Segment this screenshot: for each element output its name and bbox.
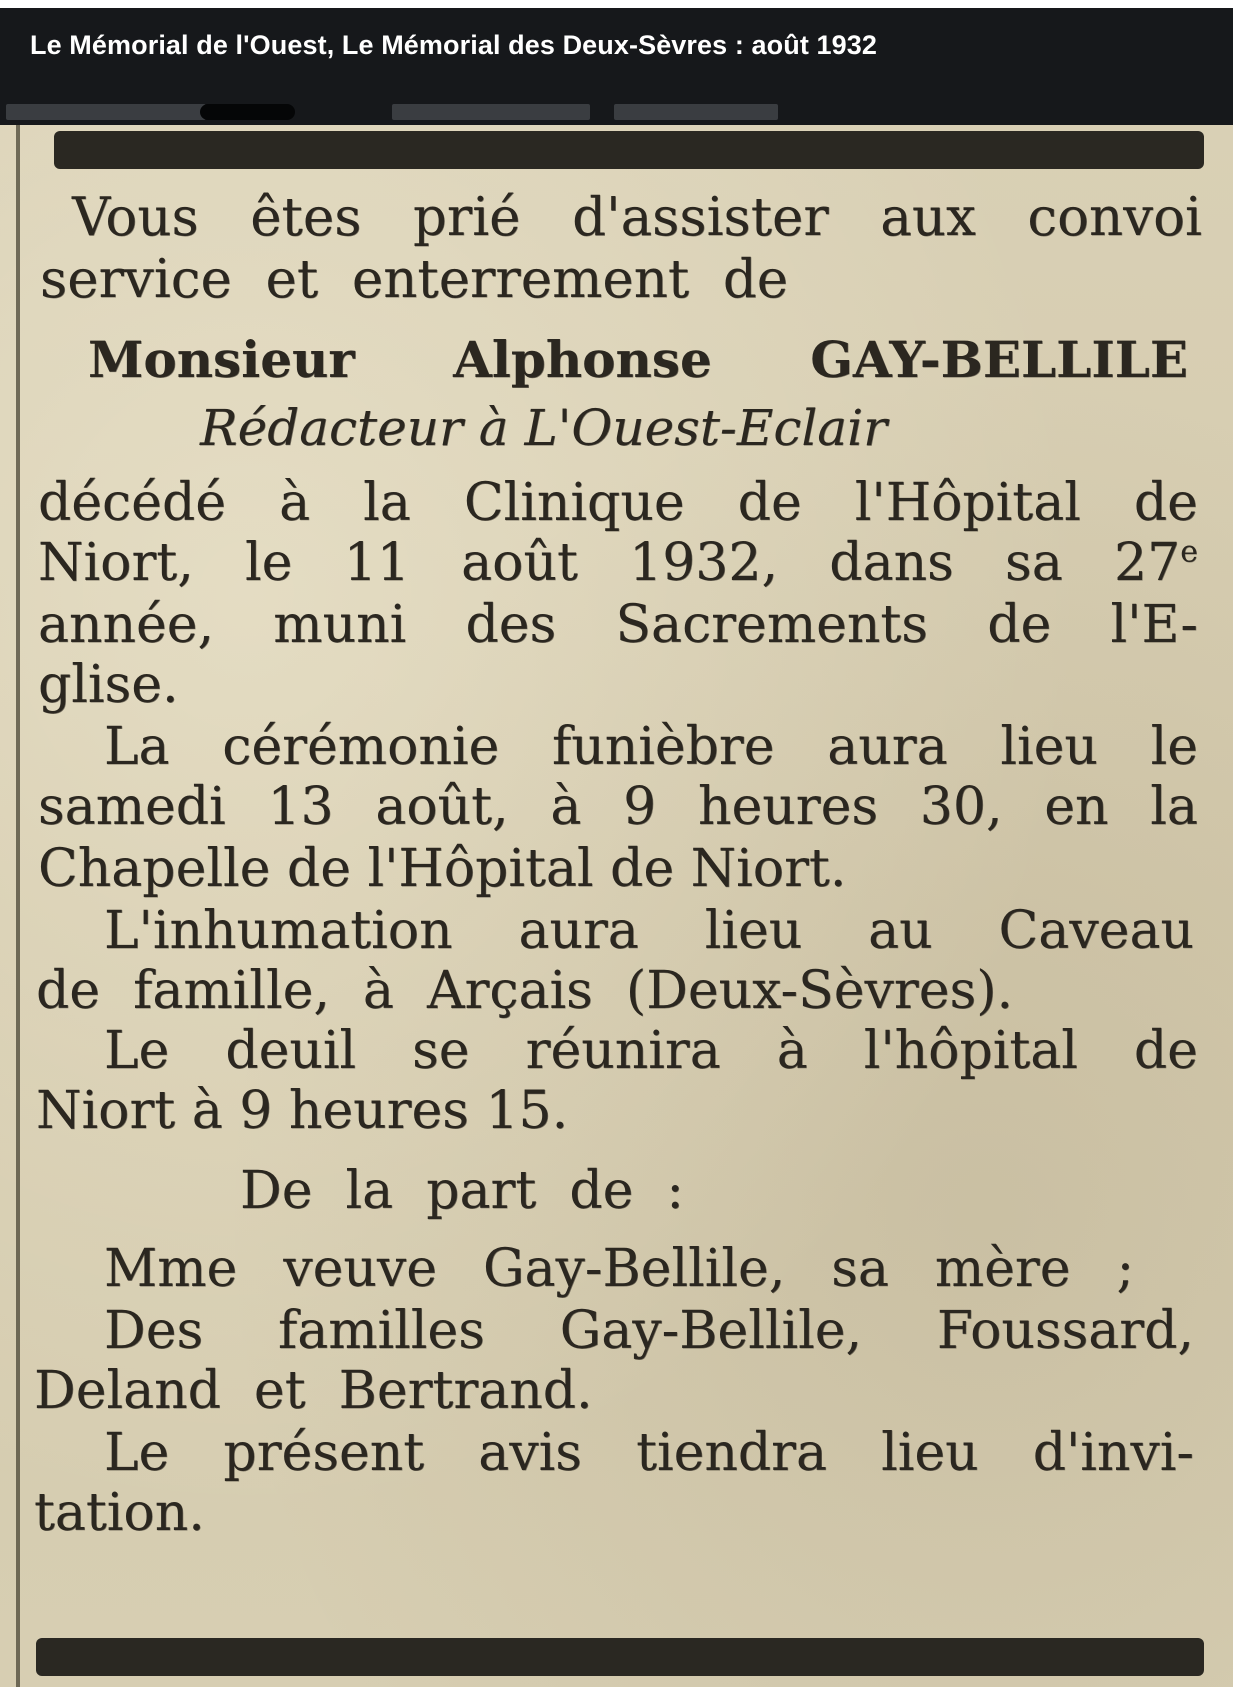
word: d'invi- [1032,1423,1194,1483]
word: l'E- [1110,595,1198,655]
from-heading: De la part de : [240,1161,684,1221]
word: sa [1005,533,1063,593]
redacted-text-block [392,104,590,120]
notice-line [38,473,1198,533]
word: Foussard, [936,1301,1194,1361]
word: Le [104,1021,170,1081]
deceased-name [88,330,1188,389]
word: La [104,717,170,777]
word: lieu [881,1423,979,1483]
notice-line [104,1301,1194,1361]
word: samedi [38,777,226,837]
notice-line [104,1021,1198,1081]
word: Mme [104,1239,238,1299]
word: avis [478,1423,582,1483]
word: aura [518,901,639,961]
word: en [1044,777,1109,837]
word: lieu [704,901,803,961]
word: août [461,533,578,593]
notice-line [104,1239,1134,1299]
word: muni [273,595,407,655]
redacted-text-block [6,104,206,120]
word: le [1150,717,1198,777]
word: de [987,595,1052,655]
notice-line: service et enterrement de [40,249,789,310]
word: de [1133,473,1198,533]
word: Gay-Bellile, [482,1239,786,1299]
word: lieu [1000,717,1098,777]
word: ; [1116,1239,1134,1299]
notice-line: Niort à 9 heures 15. [36,1081,569,1141]
top-strip [0,0,1233,8]
notice-line: Chapelle de l'Hôpital de Niort. [38,839,847,899]
notice-line [38,533,1198,593]
word: 9 [623,777,657,837]
word: GAY-BELLILE [810,330,1188,389]
column-rule [16,125,20,1687]
redacted-text-block [614,104,778,120]
word: la [363,473,411,533]
word: tiendra [636,1423,827,1483]
word: Alphonse [453,330,712,389]
ordinal-suffix: e [1180,534,1198,570]
word: veuve [283,1239,438,1299]
word: Niort, [38,533,194,593]
word: présent [223,1423,425,1483]
deceased-role: Rédacteur à L'Ouest-Eclair [200,399,888,457]
notice-line: Deland et Bertrand. [34,1361,593,1421]
notice-line: de famille, à Arçais (Deux-Sèvres). [36,961,1014,1021]
word: êtes [250,187,362,248]
top-border-bar [54,131,1204,169]
header-bar [0,8,1233,125]
age [1114,533,1198,593]
notice-line [38,595,1198,655]
word: Clinique [463,473,685,533]
word: des [465,595,557,655]
word: deuil [225,1021,357,1081]
word: décédé [38,473,227,533]
word: à [279,473,311,533]
word: de [737,473,802,533]
notice-line: tation. [34,1483,205,1543]
notice-line [104,717,1198,777]
word: heures [697,777,879,837]
word: 30, [919,777,1003,837]
word: aux [880,187,976,248]
word: année, [38,595,215,655]
word: dans [829,533,954,593]
word: Sacrements [615,595,928,655]
word: à [776,1021,808,1081]
bottom-border-bar [36,1638,1204,1676]
word: mère [934,1239,1071,1299]
word: sa [831,1239,889,1299]
word: à [550,777,582,837]
word: Monsieur [88,330,355,389]
notice-line [38,777,1198,837]
word: Caveau [998,901,1194,961]
word: familles [277,1301,485,1361]
word: d'assister [572,187,829,248]
notice-line [104,901,1194,961]
word: Le [104,1423,170,1483]
age-number: 27 [1114,533,1181,593]
word: L'inhumation [104,901,453,961]
word: cérémonie [222,717,500,777]
word: convoi [1027,187,1202,248]
notice-line: glise. [38,655,179,715]
word: Gay-Bellile, [559,1301,863,1361]
word: 13 [267,777,334,837]
word: prié [412,187,521,248]
word: 11 [343,533,410,593]
word: funièbre [552,717,775,777]
redacted-text-block [200,104,295,120]
word: Vous [72,187,199,248]
word: au [868,901,933,961]
page-title: Le Mémorial de l'Ouest, Le Mémorial des Deux-Sèvres : août 1932 [30,30,878,60]
word: la [1150,777,1198,837]
notice-line [72,187,1202,248]
word: de [1133,1021,1198,1081]
newspaper-clipping [0,125,1233,1687]
word: l'Hôpital [854,473,1081,533]
notice-line [104,1423,1194,1483]
word: réunira [525,1021,721,1081]
word: aura [827,717,948,777]
word: l'hôpital [863,1021,1078,1081]
word: se [412,1021,470,1081]
word: Des [104,1301,204,1361]
word: août, [375,777,509,837]
word: le [245,533,293,593]
word: 1932, [629,533,779,593]
